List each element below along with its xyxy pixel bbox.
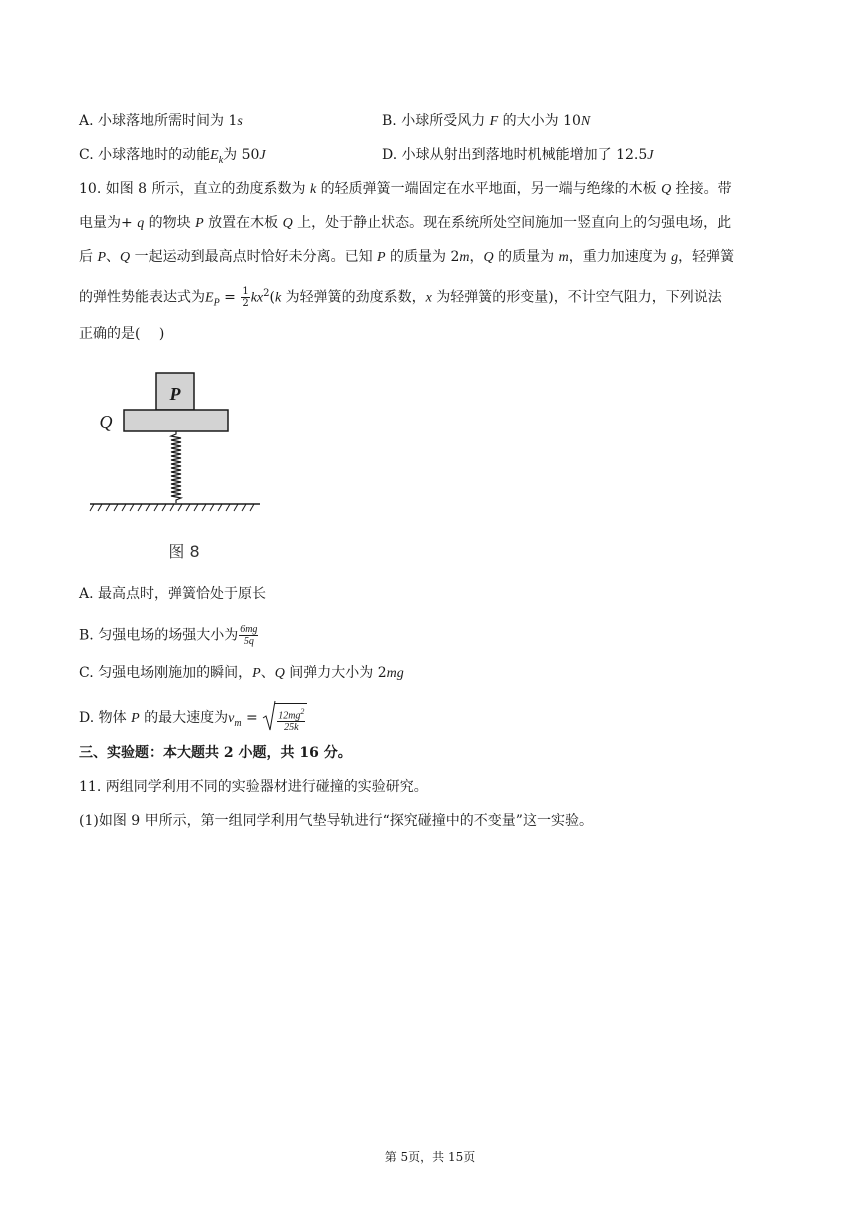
q9-option-c: C. 小球落地时的动能$E_k$为 50J	[79, 147, 266, 166]
figure-caption: 图 8	[168, 542, 200, 561]
q9-option-b: B. 小球所受风力 F 的大小为 10N	[382, 113, 591, 129]
sqrt-expression: $\frac{12mg^2}{25k}$	[262, 703, 307, 733]
q9-option-a: A. 小球落地所需时间为 1s	[79, 113, 243, 129]
page-footer: 第 5页，共 15页	[384, 1150, 476, 1164]
block-p-label: P	[169, 384, 181, 404]
radical-sign-icon	[262, 700, 276, 732]
q10-line-3: 后 P、Q 一起运动到最高点时恰好未分离。已知 P 的质量为 2m，Q 的质量为 m，重力加速度为 g，轻弹簧	[79, 249, 735, 265]
q10-option-c: C. 匀强电场刚施加的瞬间，P、Q 间弹力大小为 2mg	[79, 665, 404, 681]
q11-stem: 11. 两组同学利用不同的实验器材进行碰撞的实验研究。	[79, 779, 428, 795]
q10-line-5: 正确的是( )	[79, 326, 165, 342]
board-q-label: Q	[99, 412, 113, 432]
q10-line-4: 的弹性势能表达式为$E_P$ = $\frac{1}{2}$ $kx^2(k$ 为轻弹簧的劲度系数，x 为轻弹簧的形变量)，不计空气阻力，下列说法	[79, 286, 722, 310]
field-fraction: $\frac{6mg}{5q}$	[240, 624, 258, 647]
figure-8	[88, 370, 268, 574]
q9-option-d: D. 小球从射出到落地时机械能增加了 12.5J	[382, 147, 654, 163]
q11-part-1: (1)如图 9 甲所示，第一组同学利用气垫导轨进行“探究碰撞中的不变量”这一实验。	[79, 813, 593, 829]
board-q	[124, 410, 228, 431]
q10-line-2: 电量为+ q 的物块 P 放置在木板 Q 上，处于静止状态。现在系统所处空间施加一竖直向上的匀强电场，此	[79, 215, 732, 231]
q10-line-1: 10. 如图 8 所示，直立的劲度系数为 k 的轻质弹簧一端固定在水平地面，另一端与绝缘的木板 Q 拴接。带	[79, 181, 732, 197]
q10-option-d: D. 物体 P 的最大速度为$v_m$ = $\frac{12mg^2}{25k}$	[79, 703, 307, 734]
spring	[171, 431, 181, 503]
section-3-heading: 三、实验题：本大题共 2 小题，共 16 分。	[79, 745, 352, 761]
q10-option-b: B. 匀强电场的场强大小为 $\frac{6mg}{5q}$	[79, 624, 258, 647]
q10-option-a: A. 最高点时，弹簧恰处于原长	[79, 586, 267, 602]
ground-hatch	[90, 504, 254, 511]
half-fraction: $\frac{1}{2}$	[242, 286, 249, 310]
spring-board-diagram	[88, 370, 268, 570]
